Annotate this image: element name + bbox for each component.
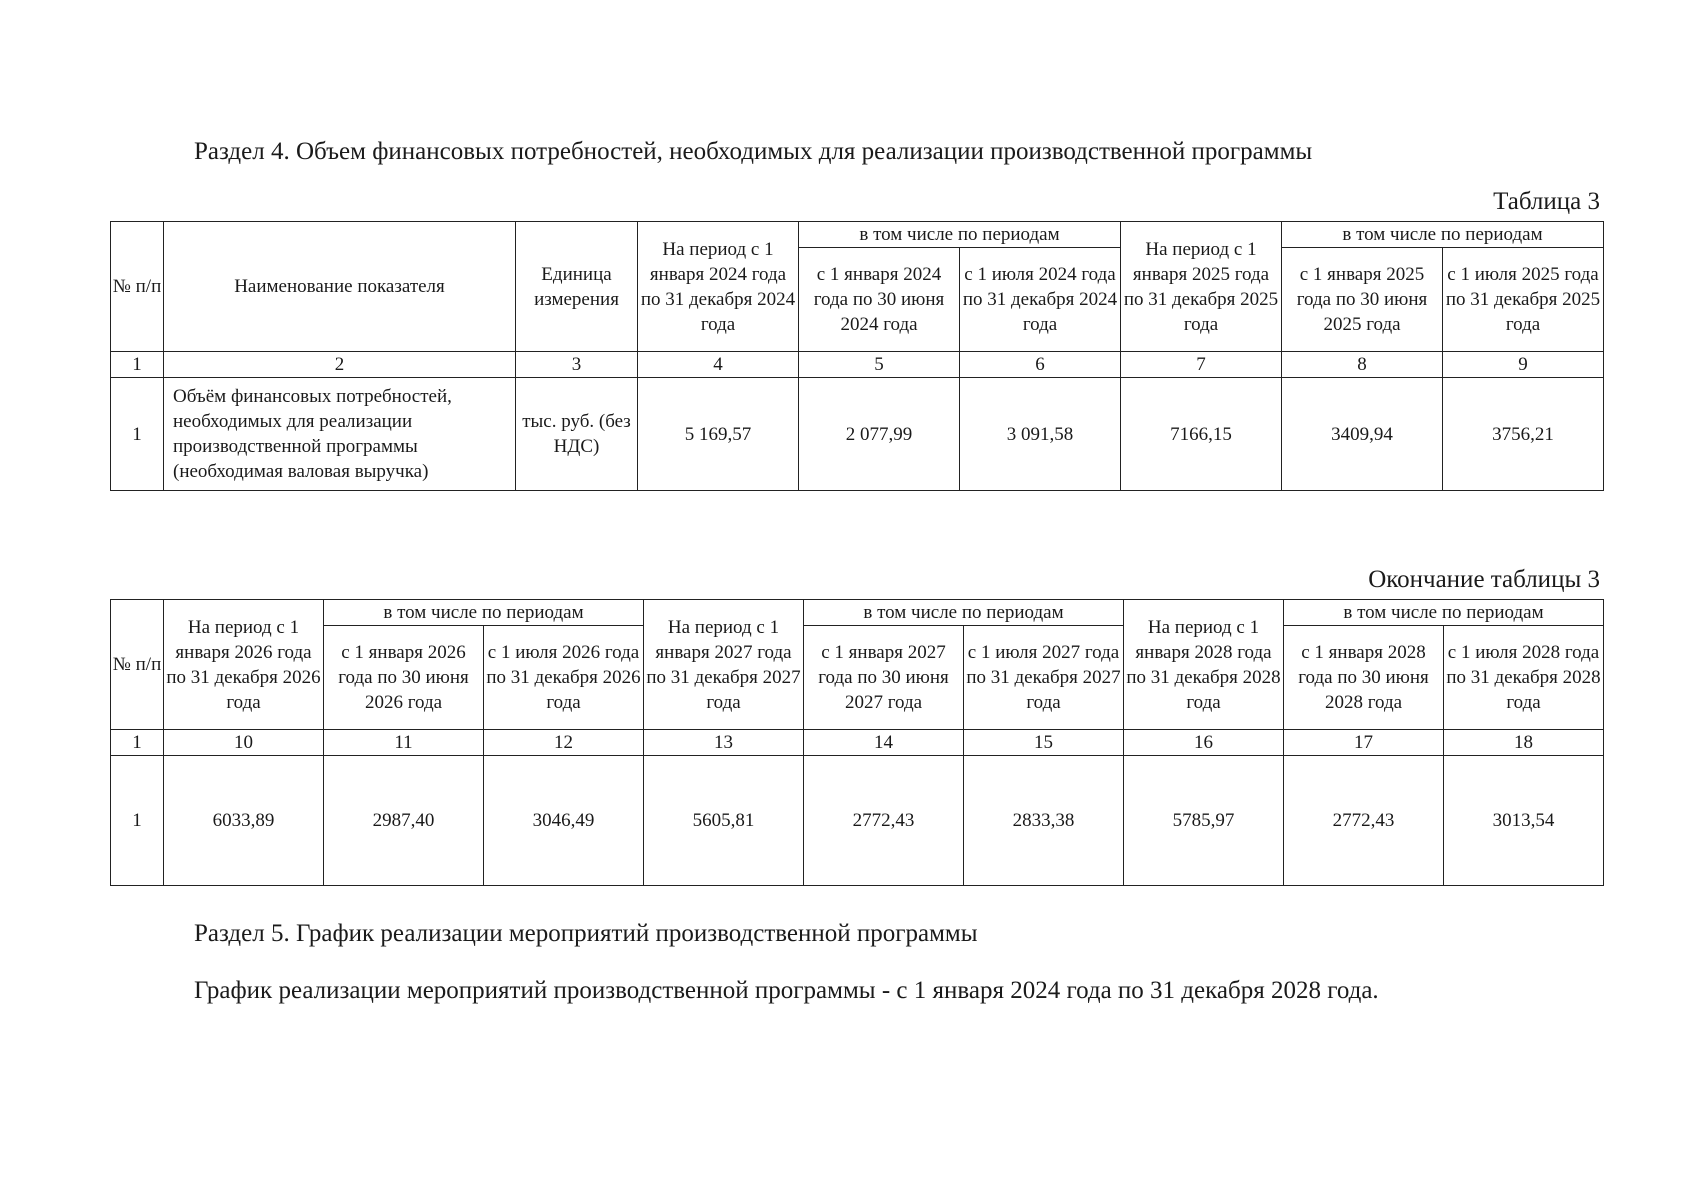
col-number: 14 [804, 730, 964, 756]
header-unit: Единица измерения [516, 222, 638, 352]
table-row [111, 378, 1604, 491]
value-cell: 7166,15 [1121, 378, 1282, 491]
table2-caption: Окончание таблицы 3 [1368, 566, 1600, 593]
header-including-2026: в том числе по периодам [324, 600, 644, 626]
header-2027-h2: с 1 июля 2027 года по 31 декабря 2027 года [964, 626, 1124, 730]
header-2028-h2: с 1 июля 2028 года по 31 декабря 2028 года [1444, 626, 1604, 730]
value-cell: 2772,43 [1284, 756, 1444, 886]
col-number: 7 [1121, 352, 1282, 378]
col-number: 1 [111, 352, 164, 378]
header-2025-h1: с 1 января 2025 года по 30 июня 2025 года [1282, 248, 1443, 352]
header-period-2025: На период с 1 января 2025 года по 31 декабря 2025 года [1121, 222, 1282, 352]
col-number: 1 [111, 730, 164, 756]
col-number: 5 [799, 352, 960, 378]
col-number: 13 [644, 730, 804, 756]
value-cell: 3756,21 [1443, 378, 1604, 491]
value-cell: 5605,81 [644, 756, 804, 886]
col-number: 12 [484, 730, 644, 756]
col-number: 4 [638, 352, 799, 378]
header-period-2028: На период с 1 января 2028 года по 31 декабря 2028 года [1124, 600, 1284, 730]
value-cell: 2987,40 [324, 756, 484, 886]
header-including-2027: в том числе по периодам [804, 600, 1124, 626]
header-indicator-name: Наименование показателя [164, 222, 516, 352]
value-cell: 2772,43 [804, 756, 964, 886]
section5-title: Раздел 5. График реализации мероприятий производственной программы [194, 920, 978, 947]
col-number: 11 [324, 730, 484, 756]
header-num: № п/п [111, 600, 164, 730]
value-cell: 6033,89 [164, 756, 324, 886]
row-indicator-name: Объём финансовых потребностей, необходимых для реализации производственной программы (необходимая валовая выручка) [164, 378, 516, 491]
row-unit: тыс. руб. (без НДС) [516, 378, 638, 491]
value-cell: 5 169,57 [638, 378, 799, 491]
col-number: 2 [164, 352, 516, 378]
header-2027-h1: с 1 января 2027 года по 30 июня 2027 года [804, 626, 964, 730]
value-cell: 3046,49 [484, 756, 644, 886]
header-2024-h1: с 1 января 2024 года по 30 июня 2024 года [799, 248, 960, 352]
header-period-2024: На период с 1 января 2024 года по 31 декабря 2024 года [638, 222, 799, 352]
header-2025-h2: с 1 июля 2025 года по 31 декабря 2025 года [1443, 248, 1604, 352]
header-num: № п/п [111, 222, 164, 352]
value-cell: 2833,38 [964, 756, 1124, 886]
col-number: 8 [1282, 352, 1443, 378]
section5-text: График реализации мероприятий производственной программы - с 1 января 2024 года по 31 декабря 2028 года. [194, 977, 1379, 1004]
header-including-2028: в том числе по периодам [1284, 600, 1604, 626]
value-cell: 3013,54 [1444, 756, 1604, 886]
table1-caption: Таблица 3 [1493, 188, 1600, 215]
row-num: 1 [111, 378, 164, 491]
header-2026-h1: с 1 января 2026 года по 30 июня 2026 года [324, 626, 484, 730]
header-including-2025: в том числе по периодам [1282, 222, 1604, 248]
table-row [111, 756, 1604, 886]
header-period-2027: На период с 1 января 2027 года по 31 декабря 2027 года [644, 600, 804, 730]
header-including-2024: в том числе по периодам [799, 222, 1121, 248]
col-number: 18 [1444, 730, 1604, 756]
section4-title: Раздел 4. Объем финансовых потребностей, необходимых для реализации производственной программы [194, 138, 1313, 165]
financial-needs-table-continuation [110, 599, 1604, 886]
financial-needs-table [110, 221, 1604, 491]
col-number: 15 [964, 730, 1124, 756]
col-number: 9 [1443, 352, 1604, 378]
row-num: 1 [111, 756, 164, 886]
value-cell: 5785,97 [1124, 756, 1284, 886]
value-cell: 3 091,58 [960, 378, 1121, 491]
col-number: 16 [1124, 730, 1284, 756]
header-2026-h2: с 1 июля 2026 года по 31 декабря 2026 года [484, 626, 644, 730]
col-number: 10 [164, 730, 324, 756]
header-period-2026: На период с 1 января 2026 года по 31 декабря 2026 года [164, 600, 324, 730]
col-number: 17 [1284, 730, 1444, 756]
header-2028-h1: с 1 января 2028 года по 30 июня 2028 года [1284, 626, 1444, 730]
value-cell: 2 077,99 [799, 378, 960, 491]
value-cell: 3409,94 [1282, 378, 1443, 491]
col-number: 3 [516, 352, 638, 378]
col-number: 6 [960, 352, 1121, 378]
header-2024-h2: с 1 июля 2024 года по 31 декабря 2024 года [960, 248, 1121, 352]
